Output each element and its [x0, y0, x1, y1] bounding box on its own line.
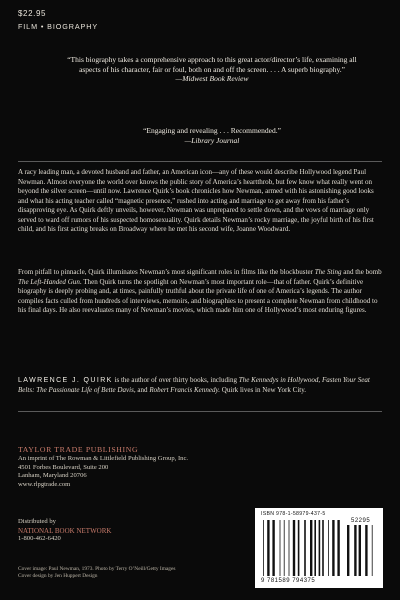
ean-barcode [263, 520, 345, 576]
author-book-1: The Kennedys in Hollywood, Fasten Your Seat Belts: The Passionate Life of Bette Davis, [18, 376, 370, 394]
author-bio-part-b: and [135, 385, 150, 394]
barcode-bar [310, 520, 312, 576]
author-bio-part-a: is the author of over thirty books, including [112, 376, 239, 384]
author-book-2: Robert Francis Kennedy. [149, 385, 220, 394]
barcode-bar [289, 520, 290, 576]
distributor-name: NATIONAL BOOK NETWORK [18, 526, 112, 535]
description-paragraph-2 [18, 268, 384, 316]
para2-part-b: and the bomb [341, 268, 382, 276]
publisher-line-2: 4501 Forbes Boulevard, Suite 200 [18, 463, 109, 471]
barcode-bar [284, 520, 285, 576]
barcode-bar [332, 520, 334, 576]
barcode-bar [372, 525, 373, 576]
price: $22.95 [18, 9, 47, 18]
para2-part-c: . Then Quirk turns the spotlight on Newman’s most important role—that of father. Quirk’s definitive biography is deeply probing and, at times, painfully truthful about the private life of one of America’s legends. The author compiles facts culled from hundreds of interviews, memoirs, and biographies to present a complete Newman from childhood to his final days. He also reevaluates many of Newman’s movies, which made him one of Hollywood’s most enduring figures. [18, 277, 378, 315]
para2-part-a: From pitfall to pinnacle, Quirk illuminates Newman’s most significant roles in films like the blockbuster [18, 268, 315, 276]
barcode-panel [255, 508, 383, 588]
publisher-website: www.rlpgtrade.com [18, 480, 71, 488]
cover-credits [18, 566, 175, 580]
publisher-name: TAYLOR TRADE PUBLISHING [18, 445, 139, 454]
barcode-bar [337, 520, 339, 576]
cover-credit-image: Cover image: Paul Newman, 1973. Photo by Terry O’Neill/Getty Images [18, 566, 176, 572]
review-quote-1-source: —Midwest Book Review [175, 74, 249, 84]
review-quote-2-source: —Library Journal [184, 135, 240, 145]
barcode-bar [298, 520, 300, 576]
barcode-bar [354, 525, 356, 576]
barcode-bar [272, 520, 274, 576]
publisher-block [18, 445, 188, 489]
category-label: FILM • BIOGRAPHY [18, 22, 99, 31]
review-quote-1 [62, 55, 362, 84]
barcode-bar [263, 520, 264, 576]
barcode-bar [293, 520, 295, 576]
ean-number: 9 781589 794375 [261, 578, 316, 584]
distributor-phone: 1-800-462-6420 [18, 535, 61, 543]
review-quote-2 [62, 126, 362, 145]
barcode-bar [319, 520, 321, 576]
description-paragraph-1: A racy leading man, a devoted husband and father, an American icon—any of these would describe Hollywood legend Paul Newman. Almost everyone the world over knows the public story of America’s heartthrob, but few know what really went on beyond the silver screen—until now. Lawrence Quirk’s book chronicles how Newman, armed with his astonishing good looks and what his acting teacher called “magnetic presence,” rushed into acting and marriage to get away from his father’s disapproving eye. As Quirk deftly unveils, however, Newman was unprepared to settle down, and the vows of marriage only served to ward off rumors of his suspected homosexuality. Quirk details Newman’s rocky marriage, the joyful birth of his first child, and his first acting breaks on Broadway where he met his second wife, Joanne Woodward. [18, 168, 374, 234]
barcode-bar [304, 520, 306, 576]
barcode-bar [267, 520, 269, 576]
barcode-bar [314, 520, 316, 576]
supplement-barcode [347, 525, 377, 576]
author-bio [18, 376, 384, 395]
barcode-bar [322, 520, 324, 576]
distributor-label: Distributed by [18, 518, 56, 525]
barcode-bar [347, 525, 349, 576]
divider-top [18, 161, 382, 162]
film-title-left-handed-gun: The Left-Handed Gun [18, 277, 80, 286]
isbn-number: ISBN 978-1-58979-437-5 [261, 511, 326, 517]
barcode-bar [365, 525, 367, 576]
barcode-bar [359, 525, 361, 576]
divider-bottom [18, 411, 382, 412]
review-quote-2-text: “Engaging and revealing . . . Recommended.” [143, 126, 281, 135]
barcode-supplement-number: 52295 [351, 518, 371, 524]
author-name: LAWRENCE J. QUIRK [18, 377, 113, 384]
review-quote-1-text: “This biography takes a comprehensive approach to this great actor/director’s life, examining all aspects of his character, fair or foul, both on and off the screen. . . . A superb biography.” [67, 55, 357, 74]
cover-credit-design: Cover design by Jen Huppert Design [18, 573, 98, 579]
film-title-the-sting: The Sting [314, 268, 342, 276]
distributor-block [18, 518, 111, 544]
author-bio-part-c: Quirk lives in New York City. [220, 385, 307, 394]
barcode-bar [280, 520, 281, 576]
publisher-line-3: Lanham, Maryland 20706 [18, 472, 87, 480]
barcode-bar [328, 520, 329, 576]
publisher-line-1: An imprint of The Rowman & Littlefield Publishing Group, Inc. [18, 455, 189, 462]
